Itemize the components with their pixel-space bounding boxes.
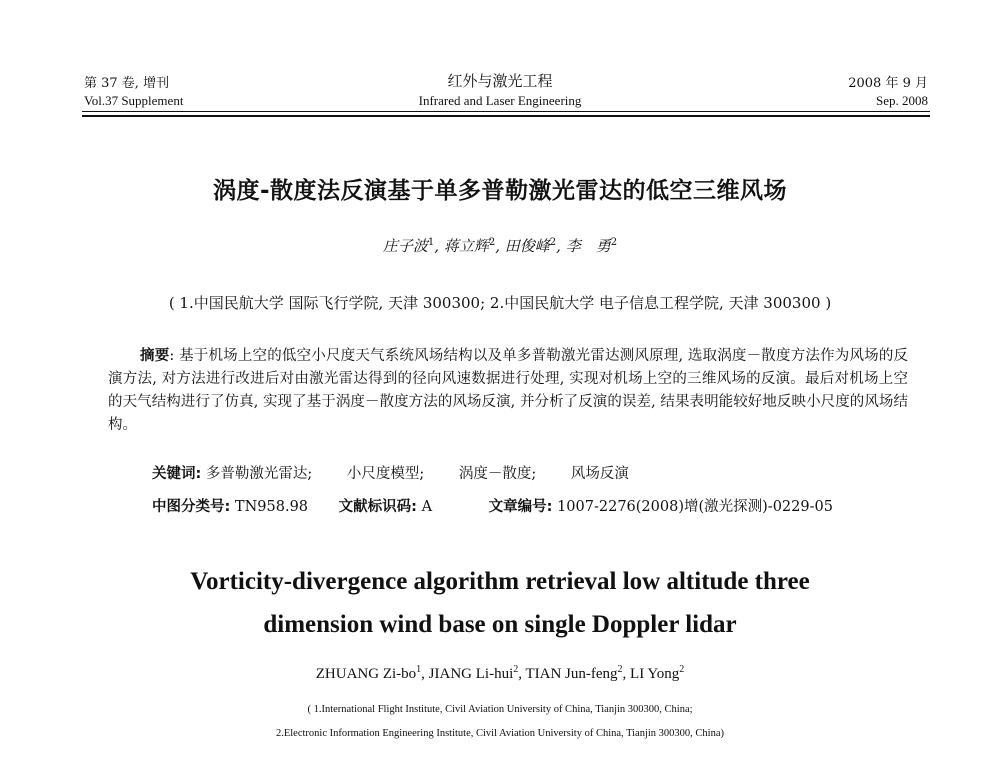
title-en-line1: Vorticity-divergence algorithm retrieval low altitude three (190, 568, 810, 595)
author-zh: 蒋立辉$^2$, (443, 237, 505, 255)
article-number-value: 1007-2276(2008)增(激光探测)-0229-05 (557, 499, 833, 515)
header-rule-thick (82, 115, 930, 117)
author-zh: 庄子波$^1$, (382, 237, 444, 255)
author-en: ZHUANG $Zi-bo^1$, (315, 664, 429, 682)
article-number-label: 文章编号: (488, 499, 553, 515)
keyword-item: 涡度－散度; (458, 466, 537, 482)
keyword-item: 多普勒激光雷达; (205, 466, 313, 482)
header-volume-en: Vol.37 Supplement (84, 93, 184, 108)
classification-line (152, 495, 833, 516)
clc-value: TN958.98 (234, 499, 309, 515)
keyword-item: 小尺度模型; (346, 466, 425, 482)
doc-code-value: A (421, 499, 433, 515)
abstract-text: : 基于机场上空的低空小尺度天气系统风场结构以及单多普勒激光雷达测风原理, 选取涡度－散度方法作为风场的反演方法, 对方法进行改进后对由激光雷达得到的径向风速数据进行处理, 实现对机场上空的三维风场的反演。最后对机场上空的天气结构进行了仿真, 实现了基于涡度－散度方法的风场反演, 并分析了反演的误差, 结果表明能较好地反映小尺度的风场结构。 (108, 348, 909, 433)
author-list-zh (0, 235, 1000, 256)
author-zh: 李 勇$^2$ (565, 237, 618, 255)
affiliation-en-line1: ( 1.International Flight Institute, Civil Aviation University of China, Tianjin 300300, China; (307, 704, 693, 715)
keywords-zh (152, 462, 659, 483)
author-en: LI Yong$^2$ (630, 664, 685, 682)
keywords-label: 关键词: (152, 466, 202, 482)
affiliation-zh: ( 1.中国民航大学 国际飞行学院, 天津 300300; 2.中国民航大学 电子信息工程学院, 天津 300300 ) (168, 294, 832, 312)
paper-title-zh: 涡度-散度法反演基于单多普勒激光雷达的低空三维风场 (212, 178, 788, 204)
header-journal-zh: 红外与激光工程 (447, 72, 553, 90)
paper-title-en (0, 560, 1000, 646)
clc-label: 中图分类号: (152, 499, 231, 515)
header-journal-en: Infrared and Laser Engineering (418, 93, 582, 108)
header-volume-zh: 第 37 卷, 增刊 (84, 76, 170, 91)
author-en: TIAN Jun-feng$^2$, (525, 664, 631, 682)
author-zh: 田俊峰$^2$, (504, 237, 566, 255)
header-date-zh: 2008 年 9 月 (848, 76, 928, 91)
abstract-zh (108, 345, 908, 437)
affiliation-en-line2: 2.Electronic Information Engineering Institute, Civil Aviation University of China, Tianjin 300300, China) (275, 728, 725, 739)
header-rule-thin (82, 111, 930, 112)
abstract-label: 摘要 (140, 348, 170, 364)
author-en: JIANG Li-hui$^2$, (428, 664, 526, 682)
doc-code-label: 文献标识码: (338, 499, 417, 515)
author-list-en (0, 664, 1000, 683)
header-date-en: Sep. 2008 (876, 93, 928, 108)
keyword-item: 风场反演 (570, 466, 629, 482)
title-en-line2: dimension wind base on single Doppler lidar (263, 611, 737, 638)
